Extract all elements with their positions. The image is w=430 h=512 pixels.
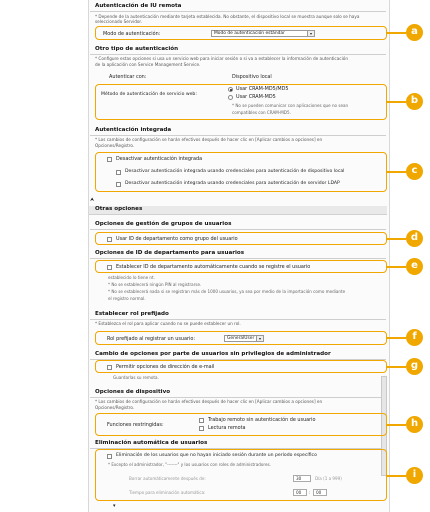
integrated-auth-note2: Opciones/Registro. xyxy=(95,143,135,148)
callout-leader xyxy=(387,238,406,240)
auto-delete-time-label: Tiempo para eliminación automática: xyxy=(129,490,206,495)
auto-delete-days-input[interactable]: 30 xyxy=(293,475,311,482)
radio-cram-md5-md5-label: Usar CRAM-MD5/MD5 xyxy=(236,86,289,92)
integrated-auth-heading: Autenticación integrada xyxy=(95,127,172,133)
divider xyxy=(90,135,386,136)
dept-id-note3: * No se establecerá nada si se registran más de 1000 usuarios, ya sea por medio de la importación como mediante xyxy=(108,289,346,294)
auth-mode-value: Modo de autenticación estándar xyxy=(214,31,285,36)
callout-badge-d: d xyxy=(406,230,423,247)
auto-delete-minute-input[interactable]: 00 xyxy=(313,489,327,496)
chevron-down-icon: ▾ xyxy=(307,31,314,36)
restricted-functions-label: Funciones restringidas: xyxy=(107,422,164,428)
default-role-value: GeneralUser xyxy=(227,336,255,341)
callout-badge-i: i xyxy=(406,467,423,484)
non-admin-heading: Cambio de opciones por parte de usuarios sin privilegios de administrador xyxy=(95,351,331,357)
remote-ui-auth-note: * Depende de la autenticación mediante tarjeta establecida. No obstante, el dispositivo local se muestra aunque solo se haya seleccionado Servidor. xyxy=(95,14,360,25)
auth-with-value: Dispositivo local xyxy=(232,74,272,80)
callout-badge-a: a xyxy=(406,24,423,41)
auto-delete-days-hint: Día (1 a 999) xyxy=(315,476,342,481)
auto-delete-hour-input[interactable]: 00 xyxy=(293,489,307,496)
web-auth-hint1: * No se pueden comunicar con aplicaciones que no sean xyxy=(232,103,349,108)
auto-delete-heading: Eliminación automática de usuarios xyxy=(95,440,208,446)
callout-leader xyxy=(387,424,406,426)
remote-scan-label: Lectura remota xyxy=(208,425,246,431)
device-options-note1: * Los cambios de configuración se harán efectivos después de hacer clic en [Aplicar cambios a opciones] en xyxy=(95,399,323,404)
callout-box-a xyxy=(95,26,387,40)
callout-box-f xyxy=(95,331,387,345)
device-options-note2: Opciones/Registro. xyxy=(95,405,135,410)
callout-leader xyxy=(387,475,406,477)
divider xyxy=(90,54,386,55)
callout-box-d xyxy=(95,232,387,245)
callout-box-e xyxy=(95,260,387,273)
dept-id-note2: * No se establecerá ningún PIN al registrarse. xyxy=(108,282,202,287)
divider xyxy=(90,229,386,230)
auto-delete-label: Eliminación de los usuarios que no hayan iniciado sesión durante un período específico xyxy=(116,453,317,458)
callout-badge-h: h xyxy=(406,416,423,433)
default-role-label: Rol prefijado al registrar un usuario: xyxy=(107,336,196,342)
disable-integrated-label: Desactivar autenticación integrada xyxy=(116,156,203,162)
non-admin-sub: Guardarlas su remota. xyxy=(113,375,159,380)
callout-badge-f: f xyxy=(406,329,423,346)
divider xyxy=(90,397,386,398)
callout-badge-e: e xyxy=(406,258,423,275)
device-options-heading: Opciones de dispositivo xyxy=(95,389,171,395)
web-auth-method-label: Método de autenticación de servicio web: xyxy=(101,92,197,97)
time-separator: : xyxy=(309,490,311,495)
dept-id-note1: establecido lo tiene nt. xyxy=(108,275,155,280)
remote-ui-auth-heading: Autenticación de IU remota xyxy=(95,3,182,9)
divider xyxy=(90,258,386,259)
dept-id-heading: Opciones de ID de departamento para usuarios xyxy=(95,250,245,256)
callout-box-c xyxy=(95,152,387,192)
chevron-down-icon: ▾ xyxy=(256,336,263,341)
callout-leader xyxy=(387,171,406,173)
callout-leader xyxy=(387,266,406,268)
callout-box-h xyxy=(95,413,387,436)
disable-ldap-label: Desactivar autenticación integrada usando credenciales para autenticación de servidor LDAP xyxy=(125,181,340,186)
callout-box-i xyxy=(95,449,387,501)
auth-with-label: Autenticar con: xyxy=(109,74,147,80)
default-role-heading: Establecer rol prefijado xyxy=(95,311,169,317)
web-auth-hint2: compatibles con CRAM-MD5. xyxy=(232,110,291,115)
auto-dept-id-label: Establecer ID de departamento automáticamente cuando se registre el usuario xyxy=(116,264,311,270)
callout-box-g xyxy=(95,360,387,373)
use-dept-group-label: Usar ID de departamento como grupo del usuario xyxy=(116,236,238,242)
callout-badge-c: c xyxy=(406,163,423,180)
callout-leader xyxy=(387,337,406,339)
remote-job-label: Trabajo remoto sin autenticación de usuario xyxy=(208,417,316,423)
default-role-note: * Establezca el rol para aplicar cuando no se puede establecer un rol. xyxy=(95,321,241,326)
callout-leader xyxy=(387,101,406,103)
callout-badge-g: g xyxy=(406,358,423,375)
disable-local-label: Desactivar autenticación integrada usando credenciales para autenticación de dispositivo local xyxy=(125,169,345,174)
collapse-arrow-icon[interactable]: ⮝ xyxy=(90,197,95,203)
other-auth-note2: de la aplicación con Service Management Service. xyxy=(95,62,201,67)
auto-delete-exempt: * Excepto el administrador, "-------" y los usuarios con roles de administradores. xyxy=(108,462,271,467)
auto-delete-days-label: Borrar automáticamente después de: xyxy=(129,476,206,481)
callout-box-b xyxy=(95,84,387,120)
divider xyxy=(90,319,386,320)
dept-id-note4: el registro normal. xyxy=(108,296,146,301)
group-mgmt-heading: Opciones de gestión de grupos de usuarios xyxy=(95,221,232,227)
auth-mode-label: Modo de autenticación: xyxy=(103,31,161,37)
radio-cram-md5-label: Usar CRAM-MD5 xyxy=(236,94,276,100)
expand-arrow-icon[interactable]: ▾ xyxy=(113,503,116,509)
callout-leader xyxy=(387,366,406,368)
callout-leader xyxy=(387,32,406,34)
other-options-heading: Otras opciones xyxy=(95,206,143,212)
other-auth-heading: Otro tipo de autenticación xyxy=(95,46,179,52)
allow-email-label: Permitir opciones de dirección de e-mail xyxy=(116,364,215,370)
integrated-auth-note1: * Los cambios de configuración se harán efectivos después de hacer clic en [Aplicar cambios a opciones] en xyxy=(95,137,323,142)
callout-badge-b: b xyxy=(406,93,423,110)
other-auth-note1: * Configure estas opciones si usa un servicio web para iniciar sesión o si va a establecer la información de autenticación xyxy=(95,56,348,61)
divider xyxy=(90,11,386,12)
